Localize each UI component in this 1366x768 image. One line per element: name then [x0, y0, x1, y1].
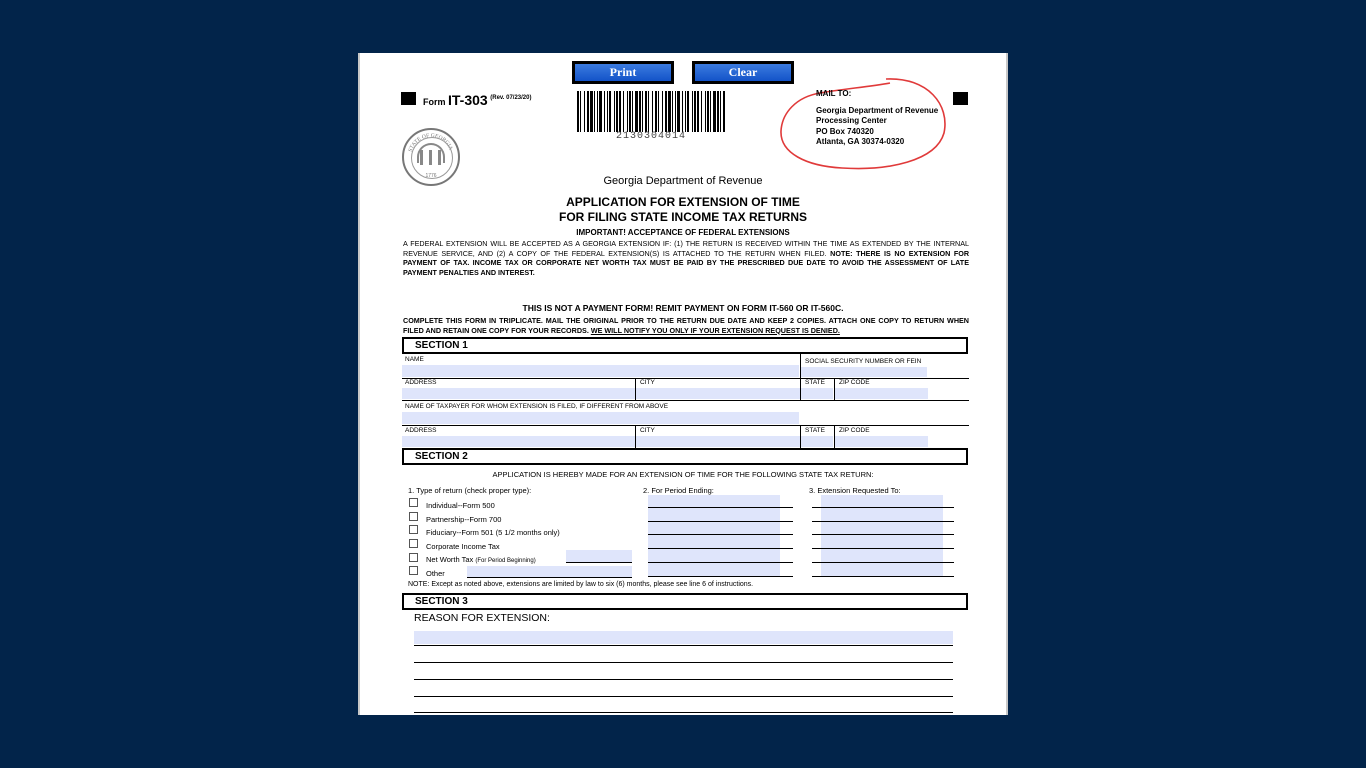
reason-field[interactable] — [414, 631, 953, 644]
barcode-bar — [717, 91, 719, 132]
underline — [812, 521, 954, 522]
zip2-field[interactable] — [835, 436, 928, 447]
divider — [402, 378, 969, 379]
zip-label: ZIP CODE — [839, 379, 870, 386]
barcode-bar — [648, 91, 649, 132]
underline — [414, 662, 953, 663]
zip-field[interactable] — [835, 388, 928, 399]
section1-title: SECTION 1 — [415, 340, 468, 351]
form-identifier — [423, 92, 531, 108]
net-worth-checkbox[interactable] — [409, 553, 418, 562]
barcode-bar — [668, 91, 671, 132]
mail-line: PO Box 740320 — [816, 126, 874, 136]
section2-title: SECTION 2 — [415, 451, 468, 462]
notify-text: WE WILL NOTIFY YOU ONLY IF YOUR EXTENSION REQUEST IS DENIED. — [590, 325, 840, 335]
triplicate-instructions — [403, 316, 969, 335]
barcode-bar — [701, 91, 702, 132]
underline — [812, 507, 954, 508]
barcode-bar — [607, 91, 608, 132]
option-label: Fiduciary--Form 501 (5 1/2 months only) — [426, 528, 560, 537]
important-heading: IMPORTANT! ACCEPTANCE OF FEDERAL EXTENSIONS — [576, 228, 790, 237]
option-label: Other — [426, 569, 445, 578]
corporate-income-checkbox[interactable] — [409, 539, 418, 548]
underline — [648, 548, 793, 549]
address2-label: ADDRESS — [405, 427, 437, 434]
underline — [648, 507, 793, 508]
address-field[interactable] — [402, 388, 635, 399]
underline — [812, 548, 954, 549]
seal-pillar — [438, 150, 441, 165]
underline — [648, 562, 793, 563]
state-field[interactable] — [801, 388, 833, 399]
form-prefix: Form — [423, 97, 446, 107]
barcode-bar — [597, 91, 598, 132]
ssn-field[interactable] — [801, 367, 927, 377]
reason-label: REASON FOR EXTENSION: — [414, 612, 550, 624]
barcode-bar — [710, 91, 711, 132]
barcode-bar — [590, 91, 593, 132]
name-label: NAME — [405, 356, 424, 363]
barcode-bar — [614, 91, 615, 132]
barcode-bar — [672, 91, 673, 132]
option-label: Partnership--Form 700 — [426, 515, 502, 524]
other-field[interactable] — [467, 566, 632, 577]
seal-pillar — [420, 150, 423, 165]
section1-header — [402, 337, 968, 354]
print-button[interactable]: Print — [572, 61, 674, 84]
option-label: Corporate Income Tax — [426, 542, 500, 551]
barcode-bar — [707, 91, 709, 132]
triplicate-text: COMPLETE THIS FORM IN TRIPLICATE. MAIL THE ORIGINAL PRIOR TO THE RETURN DUE DATE AND KEEP 2 COPIES. ATTACH ONE COPY TO RETURN WHEN FILED AND RETAIN ONE COPY FOR YOUR RECORDS. — [403, 316, 969, 335]
seal-year: 1776 — [425, 173, 437, 179]
mail-line: Georgia Department of Revenue — [816, 105, 939, 115]
barcode-bar — [692, 91, 693, 132]
form-title-line1: APPLICATION FOR EXTENSION OF TIME — [566, 195, 800, 209]
barcode-bar — [584, 91, 585, 132]
underline — [414, 696, 953, 697]
barcode-bar — [662, 91, 663, 132]
barcode-bar — [642, 91, 643, 132]
underline — [566, 562, 632, 563]
barcode-bar — [604, 91, 605, 132]
barcode-bar — [694, 91, 696, 132]
underline — [812, 576, 954, 577]
barcode-bar — [629, 91, 631, 132]
barcode-bar — [594, 91, 595, 132]
barcode-bar — [645, 91, 647, 132]
underline — [467, 577, 632, 578]
corner-mark-right — [953, 92, 968, 105]
barcode-bar — [599, 91, 602, 132]
city2-label: CITY — [640, 427, 655, 434]
form-revision: (Rev. 07/23/20) — [490, 95, 532, 101]
address-label: ADDRESS — [405, 379, 437, 386]
barcode-bar — [652, 91, 653, 132]
section2-header — [402, 448, 968, 465]
corner-mark-left — [401, 92, 416, 105]
mail-line: Processing Center — [816, 116, 887, 126]
barcode-bar — [635, 91, 638, 132]
barcode-bar — [587, 91, 589, 132]
state-label: STATE — [805, 379, 825, 386]
taxpayer-name-field[interactable] — [402, 412, 799, 424]
option-label: Individual--Form 500 — [426, 501, 495, 510]
section2-note: NOTE: Except as noted above, extensions are limited by law to six (6) months, please see line 6 of instructions. — [408, 581, 754, 588]
barcode-bar — [705, 91, 706, 132]
mail-to-block — [816, 89, 938, 148]
barcode-bar — [720, 91, 721, 132]
barcode-bar — [687, 91, 689, 132]
barcode-bar — [713, 91, 716, 132]
federal-text: A FEDERAL EXTENSION WILL BE ACCEPTED AS A GEORGIA EXTENSION IF: (1) THE RETURN IS RECEIVED WITHIN THE TIME AS EXTENDED BY THE INTERNAL REVENUE SERVICE, AND (2) A COPY OF THE FEDERAL EXTENSION(S) IS ATTACHED TO THE RETURN WHEN FILED. — [403, 239, 969, 258]
form-number: IT-303 — [448, 92, 488, 108]
underline — [812, 534, 954, 535]
underline — [414, 712, 953, 713]
barcode-bar — [697, 91, 699, 132]
state2-label: STATE — [805, 427, 825, 434]
federal-extension-text — [403, 239, 969, 277]
not-payment-notice: THIS IS NOT A PAYMENT FORM! REMIT PAYMENT ON FORM IT-560 OR IT-560C. — [522, 303, 844, 313]
barcode-bar — [623, 91, 624, 132]
city-label: CITY — [640, 379, 655, 386]
barcode-bar — [627, 91, 628, 132]
barcode-number: 2130304014 — [615, 131, 686, 142]
federal-note: NOTE: THERE IS NO EXTENSION FOR PAYMENT OF TAX. INCOME TAX OR CORPORATE NET WORTH TAX MUST BE PAID BY THE PRESCRIBED DUE DATE TO AVOID THE ASSESSMENT OF LATE PAYMENT PENALTIES AND INTEREST. — [403, 248, 970, 277]
option-label — [426, 555, 536, 564]
section2-intro: APPLICATION IS HEREBY MADE FOR AN EXTENSION OF TIME FOR THE FOLLOWING STATE TAX RETURN: — [492, 470, 874, 479]
fiduciary-checkbox[interactable] — [409, 525, 418, 534]
address2-field[interactable] — [402, 436, 635, 447]
seal-text: STATE OF GEORGIA — [407, 132, 454, 153]
barcode — [576, 91, 726, 132]
divider — [402, 400, 969, 401]
barcode-bar — [677, 91, 680, 132]
underline — [648, 521, 793, 522]
barcode-bar — [577, 91, 579, 132]
net-worth-label: Net Worth Tax — [426, 555, 474, 564]
extension-requested-label: 3. Extension Requested To: — [809, 486, 901, 495]
barcode-bar — [723, 91, 725, 132]
city2-field[interactable] — [636, 436, 800, 447]
underline — [648, 576, 793, 577]
barcode-bar — [675, 91, 676, 132]
section3-title: SECTION 3 — [415, 596, 468, 607]
city-field[interactable] — [636, 388, 800, 399]
barcode-bar — [685, 91, 686, 132]
zip2-label: ZIP CODE — [839, 427, 870, 434]
barcode-bar — [619, 91, 621, 132]
barcode-bar — [658, 91, 659, 132]
section3-header — [402, 593, 968, 610]
underline — [414, 645, 953, 646]
underline — [812, 562, 954, 563]
form-page — [358, 53, 1008, 715]
barcode-bar — [682, 91, 683, 132]
period-ending-label: 2. For Period Ending: — [643, 486, 714, 495]
barcode-bar — [616, 91, 618, 132]
barcode-bar — [665, 91, 667, 132]
mail-line: Atlanta, GA 30374-0320 — [816, 137, 905, 147]
partnership-checkbox[interactable] — [409, 512, 418, 521]
other-checkbox[interactable] — [409, 566, 418, 575]
barcode-bar — [632, 91, 633, 132]
divider — [402, 425, 969, 426]
barcode-bar — [609, 91, 611, 132]
taxpayer-label: NAME OF TAXPAYER FOR WHOM EXTENSION IS FILED, IF DIFFERENT FROM ABOVE — [405, 403, 669, 410]
underline — [414, 679, 953, 680]
ssn-label: SOCIAL SECURITY NUMBER OR FEIN — [805, 358, 922, 365]
seal-pillar — [429, 150, 432, 165]
name-field[interactable] — [402, 365, 799, 377]
barcode-bar — [580, 91, 581, 132]
state2-field[interactable] — [801, 436, 833, 447]
underline — [648, 534, 793, 535]
type-of-return-label: 1. Type of return (check proper type): — [408, 486, 532, 495]
period-beginning-label: (For Period Beginning) — [475, 558, 536, 564]
clear-button[interactable]: Clear — [692, 61, 794, 84]
barcode-bar — [639, 91, 641, 132]
barcode-bar — [655, 91, 657, 132]
individual-checkbox[interactable] — [409, 498, 418, 507]
form-title-line2: FOR FILING STATE INCOME TAX RETURNS — [559, 210, 807, 224]
period-beginning-field[interactable] — [566, 550, 632, 562]
department-name: Georgia Department of Revenue — [603, 175, 763, 187]
mail-to-heading: MAIL TO: — [816, 89, 852, 98]
